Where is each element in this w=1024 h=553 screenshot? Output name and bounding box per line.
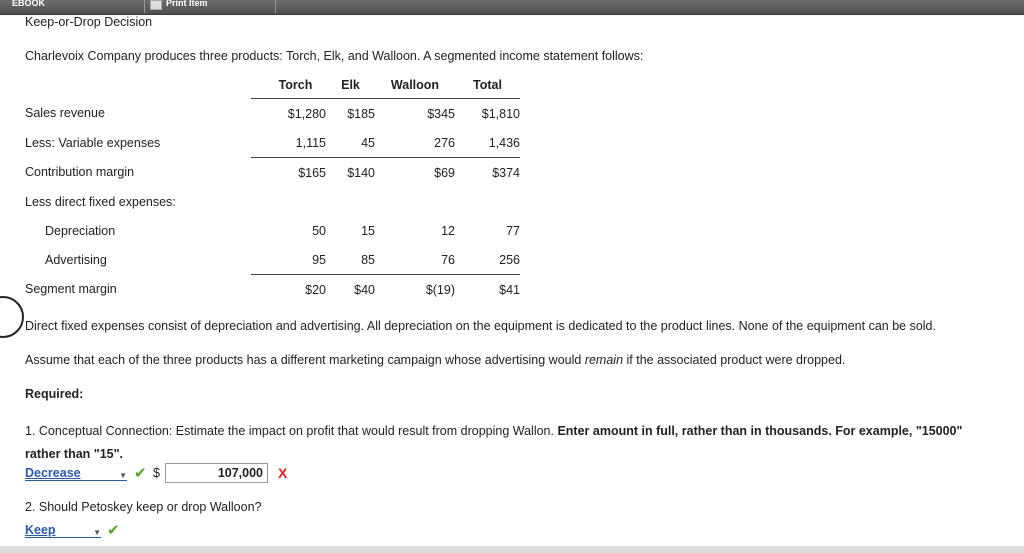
cell-value: 1,115 bbox=[295, 135, 326, 150]
bottom-scrollbar[interactable] bbox=[0, 546, 1024, 553]
table-row bbox=[25, 187, 520, 216]
cell-value: $185 bbox=[326, 99, 375, 129]
table-header-row bbox=[25, 78, 520, 99]
paragraph-assumption bbox=[25, 353, 845, 367]
impact-direction-select[interactable] bbox=[25, 466, 127, 481]
table-row bbox=[25, 275, 520, 305]
keep-drop-value: Keep bbox=[25, 523, 56, 537]
cell-value: 85 bbox=[361, 252, 375, 267]
income-statement-table bbox=[25, 78, 520, 304]
correct-check-icon: ✔ bbox=[134, 465, 147, 482]
assumption-text-end: if the associated product were dropped. bbox=[623, 353, 846, 367]
currency-symbol: $ bbox=[153, 466, 160, 480]
ebook-tab[interactable] bbox=[0, 0, 145, 13]
cell-value: $69 bbox=[375, 158, 455, 188]
print-item-label: Print Item bbox=[166, 0, 208, 8]
row-label: Advertising bbox=[45, 252, 107, 267]
cell-value: $165 bbox=[251, 158, 326, 188]
incorrect-x-icon: X bbox=[278, 465, 288, 481]
table-row bbox=[25, 99, 520, 129]
cell-value: 256 bbox=[499, 252, 520, 267]
chevron-down-icon: ▼ bbox=[119, 471, 127, 480]
required-heading: Required: bbox=[25, 387, 84, 401]
cell-value: 50 bbox=[312, 223, 326, 238]
cell-value: 12 bbox=[441, 223, 455, 238]
chevron-down-icon: ▼ bbox=[93, 528, 101, 537]
table-row bbox=[25, 216, 520, 245]
cell-value: 45 bbox=[361, 135, 375, 150]
table-row bbox=[25, 128, 520, 158]
row-label: Less: Variable expenses bbox=[25, 135, 161, 150]
row-label: Segment margin bbox=[25, 282, 117, 297]
cell-value bbox=[375, 187, 455, 216]
row-label: Less direct fixed expenses: bbox=[25, 194, 176, 209]
question-2: 2. Should Petoskey keep or drop Walloon? bbox=[25, 500, 262, 514]
question-1 bbox=[25, 420, 1000, 466]
table-row bbox=[25, 245, 520, 275]
cell-value: $1,810 bbox=[455, 99, 520, 129]
cell-value: $140 bbox=[326, 158, 375, 188]
header-walloon: Walloon bbox=[390, 78, 440, 92]
assumption-text: Assume that each of the three products has a different marketing campaign whose advertising would bbox=[25, 353, 585, 367]
row-label: Sales revenue bbox=[25, 106, 105, 121]
cell-value: $20 bbox=[251, 275, 326, 305]
assumption-emphasis: remain bbox=[584, 353, 624, 367]
cell-value: 15 bbox=[361, 223, 375, 238]
cell-value bbox=[455, 187, 520, 216]
cell-value: $374 bbox=[455, 158, 520, 188]
print-item-tab[interactable] bbox=[146, 0, 276, 13]
progress-circle-icon bbox=[0, 296, 24, 338]
row-label: Depreciation bbox=[45, 223, 116, 238]
header-blank bbox=[25, 78, 251, 99]
ebook-tab-label: EBOOK bbox=[12, 0, 46, 8]
cell-value: 95 bbox=[312, 252, 326, 267]
cell-value: $40 bbox=[326, 275, 375, 305]
header-torch: Torch bbox=[278, 78, 313, 92]
cell-value: $41 bbox=[455, 275, 520, 305]
table-row bbox=[25, 158, 520, 188]
cell-value: $345 bbox=[375, 99, 455, 129]
cell-value: 276 bbox=[434, 135, 455, 150]
cell-value bbox=[326, 187, 375, 216]
cell-value: 76 bbox=[441, 252, 455, 267]
cell-value: 77 bbox=[506, 223, 520, 238]
page-title: Keep-or-Drop Decision bbox=[25, 15, 153, 29]
top-toolbar bbox=[0, 0, 1024, 15]
cell-value: $(19) bbox=[375, 275, 455, 305]
impact-amount-input[interactable] bbox=[165, 463, 268, 483]
cell-value: 1,436 bbox=[488, 135, 520, 150]
cell-value: $1,280 bbox=[251, 99, 326, 129]
intro-text: Charlevoix Company produces three products: Torch, Elk, and Walloon. A segmented income statement follows: bbox=[25, 49, 644, 63]
keep-drop-select[interactable] bbox=[25, 523, 101, 538]
question-1-text: 1. Conceptual Connection: Estimate the impact on profit that would result from dropping Wallon. bbox=[25, 424, 558, 438]
paragraph-fixed-expenses: Direct fixed expenses consist of depreciation and advertising. All depreciation on the equipment is dedicated to the product lines. None of the equipment can be sold. bbox=[25, 319, 936, 333]
header-total: Total bbox=[473, 78, 502, 92]
header-elk: Elk bbox=[341, 78, 360, 92]
row-label: Contribution margin bbox=[25, 165, 135, 180]
impact-direction-value: Decrease bbox=[25, 466, 81, 480]
correct-check-icon: ✔ bbox=[107, 522, 120, 539]
question-1-instruction: Enter amount in full, rather than in thousands. For example, "15000" rather than "15". bbox=[25, 424, 963, 461]
print-icon bbox=[150, 0, 162, 10]
cell-value bbox=[251, 187, 326, 216]
